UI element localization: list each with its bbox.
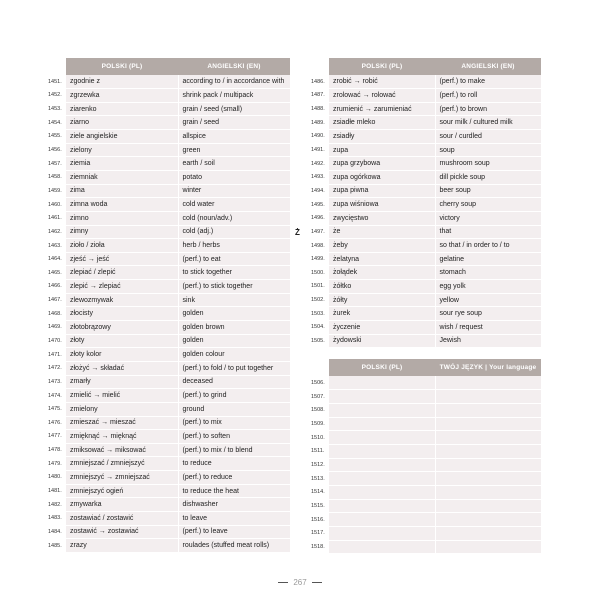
english-translation: golden brown (178, 321, 290, 335)
polish-word-blank (329, 485, 435, 499)
entry-number: 1475. (48, 406, 62, 413)
vocabulary-row (305, 225, 541, 239)
polish-word: zjeść → jeść (66, 252, 178, 266)
polish-word: zimno (66, 211, 178, 225)
entry-number: 1499. (311, 256, 325, 263)
english-translation: to reduce the heat (178, 484, 290, 498)
english-translation: (perf.) to leave (178, 525, 290, 539)
polish-word: zima (66, 184, 178, 198)
vocabulary-row (42, 498, 290, 512)
vocabulary-row (305, 334, 541, 348)
polish-word-blank (329, 513, 435, 527)
vocabulary-row (305, 198, 541, 212)
vocabulary-row (305, 143, 541, 157)
polish-word: żelatyna (329, 252, 435, 266)
english-translation: gelatine (435, 252, 541, 266)
polish-word-blank (329, 540, 435, 554)
polish-word: zupa grzybowa (329, 157, 435, 171)
entry-number: 1503. (311, 310, 325, 317)
entry-number: 1502. (311, 297, 325, 304)
vocabulary-row (305, 307, 541, 321)
vocabulary-row (42, 239, 290, 253)
polish-word: złożyć → składać (66, 361, 178, 375)
english-translation: grain / seed (small) (178, 102, 290, 116)
blank-entry-row (305, 404, 541, 418)
english-translation: (perf.) to reduce (178, 471, 290, 485)
your-language-blank (435, 390, 541, 404)
vocabulary-row (42, 321, 290, 335)
english-translation: golden colour (178, 348, 290, 362)
english-translation: sour rye soup (435, 307, 541, 321)
polish-word-blank (329, 376, 435, 390)
polish-word-blank (329, 431, 435, 445)
polish-word-blank (329, 499, 435, 513)
english-translation: (perf.) to fold / to put together (178, 361, 290, 375)
your-language-blank (435, 417, 541, 431)
polish-word: zimny (66, 225, 178, 239)
vocabulary-row (42, 184, 290, 198)
entry-number: 1455. (48, 133, 62, 140)
polish-word: zmywarka (66, 498, 178, 512)
english-translation: sour milk / cultured milk (435, 116, 541, 130)
polish-word: zgrzewka (66, 89, 178, 103)
entry-number: 1456. (48, 147, 62, 154)
number-header (305, 359, 329, 376)
polish-word: ziemniak (66, 170, 178, 184)
entry-number: 1464. (48, 256, 62, 263)
english-translation: herb / herbs (178, 239, 290, 253)
footer-dash-left (278, 582, 288, 583)
polish-word: zmielić → mielić (66, 389, 178, 403)
entry-number: 1498. (311, 242, 325, 249)
your-language-blank (435, 513, 541, 527)
polish-column-header: POLSKI (PL) (329, 58, 435, 75)
blank-entry-row (305, 458, 541, 472)
entry-number: 1496. (311, 215, 325, 222)
polish-word: żołądek (329, 266, 435, 280)
english-translation: cold (noun/adv.) (178, 211, 290, 225)
english-column-header: ANGIELSKI (EN) (178, 58, 290, 75)
entry-number: 1501. (311, 283, 325, 290)
polish-word: zrumienić → zarumieniać (329, 102, 435, 116)
entry-number: 1486. (311, 78, 325, 85)
polish-word: ziarno (66, 116, 178, 130)
polish-word: zmniejszać / zmniejszyć (66, 457, 178, 471)
english-translation: (perf.) to soften (178, 430, 290, 444)
vocabulary-row (42, 293, 290, 307)
polish-word: zmięknąć → mięknąć (66, 430, 178, 444)
english-translation: beer soup (435, 184, 541, 198)
english-translation: sink (178, 293, 290, 307)
polish-word: zmniejszyć ogień (66, 484, 178, 498)
polish-word: zioło / zioła (66, 239, 178, 253)
polish-word: złoty (66, 334, 178, 348)
polish-word: złoty kolor (66, 348, 178, 362)
entry-number: 1514. (311, 489, 325, 496)
polish-word: zlepiać / zlepić (66, 266, 178, 280)
vocabulary-row (42, 143, 290, 157)
polish-word: zgodnie z (66, 75, 178, 89)
polish-word: zrolować → rolować (329, 89, 435, 103)
english-translation: wish / request (435, 321, 541, 335)
polish-word: zupa ogórkowa (329, 170, 435, 184)
vocabulary-row (42, 512, 290, 526)
entry-number: 1485. (48, 542, 62, 549)
entry-number: 1457. (48, 160, 62, 167)
your-language-blank (435, 445, 541, 459)
your-language-blank (435, 485, 541, 499)
blank-entry-row (305, 513, 541, 527)
english-translation: to leave (178, 512, 290, 526)
blank-entry-row (305, 526, 541, 540)
english-translation: cherry soup (435, 198, 541, 212)
your-language-blank (435, 431, 541, 445)
vocabulary-row (42, 89, 290, 103)
entry-number: 1510. (311, 434, 325, 441)
entry-number: 1465. (48, 269, 62, 276)
english-translation: roulades (stuffed meat rolls) (178, 539, 290, 553)
vocabulary-row (42, 361, 290, 375)
polish-word: ziarenko (66, 102, 178, 116)
vocabulary-row (305, 75, 541, 89)
vocabulary-row (42, 334, 290, 348)
vocabulary-row (42, 389, 290, 403)
your-language-blank (435, 458, 541, 472)
vocabulary-row (305, 280, 541, 294)
entry-number: 1495. (311, 201, 325, 208)
letter-section-marker: Ż (295, 228, 300, 237)
vocabulary-row (42, 307, 290, 321)
english-translation: (perf.) to mix (178, 416, 290, 430)
english-translation: potato (178, 170, 290, 184)
entry-number: 1451. (48, 78, 62, 85)
entry-number: 1517. (311, 530, 325, 537)
entry-number: 1491. (311, 147, 325, 154)
blank-entry-row (305, 390, 541, 404)
entry-number: 1466. (48, 283, 62, 290)
vocabulary-row (305, 321, 541, 335)
entry-number: 1488. (311, 106, 325, 113)
entry-number: 1515. (311, 502, 325, 509)
vocabulary-row (42, 471, 290, 485)
entry-number: 1513. (311, 475, 325, 482)
vocabulary-row (42, 75, 290, 89)
entry-number: 1497. (311, 228, 325, 235)
entry-number: 1463. (48, 242, 62, 249)
vocabulary-row (42, 198, 290, 212)
entry-number: 1489. (311, 119, 325, 126)
polish-word-blank (329, 445, 435, 459)
polish-word: ziemia (66, 157, 178, 171)
polish-word: zmieszać → mieszać (66, 416, 178, 430)
vocabulary-row (305, 170, 541, 184)
polish-word: złocisty (66, 307, 178, 321)
english-translation: (perf.) to stick together (178, 280, 290, 294)
polish-word: zupa (329, 143, 435, 157)
english-translation: earth / soil (178, 157, 290, 171)
vocabulary-row (305, 252, 541, 266)
english-translation: allspice (178, 130, 290, 144)
entry-number: 1477. (48, 433, 62, 440)
english-column-header: ANGIELSKI (EN) (435, 58, 541, 75)
entry-number: 1461. (48, 215, 62, 222)
polish-word: ziele angielskie (66, 130, 178, 144)
entry-number: 1459. (48, 187, 62, 194)
polish-word: żydowski (329, 334, 435, 348)
english-translation: winter (178, 184, 290, 198)
vocabulary-row (42, 430, 290, 444)
vocabulary-row (42, 348, 290, 362)
polish-column-header: POLSKI (PL) (66, 58, 178, 75)
blank-entry-row (305, 431, 541, 445)
entry-number: 1462. (48, 228, 62, 235)
your-language-blank (435, 376, 541, 390)
entry-number: 1512. (311, 461, 325, 468)
vocabulary-row (305, 130, 541, 144)
entry-number: 1467. (48, 297, 62, 304)
polish-word-blank (329, 458, 435, 472)
english-translation: (perf.) to mix / to blend (178, 443, 290, 457)
vocabulary-row (305, 211, 541, 225)
english-translation: to stick together (178, 266, 290, 280)
polish-word: że (329, 225, 435, 239)
vocabulary-row (42, 416, 290, 430)
polish-word-blank (329, 526, 435, 540)
entry-number: 1474. (48, 392, 62, 399)
english-translation: victory (435, 211, 541, 225)
vocabulary-row (42, 443, 290, 457)
entry-number: 1460. (48, 201, 62, 208)
polish-word: zostawić → zostawiać (66, 525, 178, 539)
polish-word: żółty (329, 293, 435, 307)
blank-entry-row (305, 540, 541, 554)
blank-entry-row (305, 499, 541, 513)
polish-word-blank (329, 417, 435, 431)
entry-number: 1484. (48, 528, 62, 535)
vocabulary-row (305, 184, 541, 198)
polish-word: zrobić → robić (329, 75, 435, 89)
vocabulary-row (42, 539, 290, 553)
polish-word-blank (329, 472, 435, 486)
polish-word: zmielony (66, 402, 178, 416)
entry-number: 1476. (48, 419, 62, 426)
entry-number: 1508. (311, 407, 325, 414)
entry-number: 1504. (311, 324, 325, 331)
polish-word: zlepić → zlepiać (66, 280, 178, 294)
english-translation: (perf.) to make (435, 75, 541, 89)
entry-number: 1454. (48, 119, 62, 126)
polish-word-blank (329, 404, 435, 418)
english-translation: so that / in order to / to (435, 239, 541, 253)
polish-word: zostawiać / zostawić (66, 512, 178, 526)
vocabulary-row (42, 102, 290, 116)
entry-number: 1470. (48, 337, 62, 344)
english-translation: soup (435, 143, 541, 157)
vocabulary-row (42, 252, 290, 266)
entry-number: 1482. (48, 501, 62, 508)
right-vocabulary-column (305, 58, 541, 554)
english-translation: to reduce (178, 457, 290, 471)
footer-dash-right (312, 582, 322, 583)
english-translation: ground (178, 402, 290, 416)
entry-number: 1516. (311, 516, 325, 523)
vocabulary-table-left (42, 58, 290, 553)
blank-entry-row (305, 472, 541, 486)
page-footer (0, 578, 600, 587)
entry-number: 1479. (48, 460, 62, 467)
english-translation: Jewish (435, 334, 541, 348)
entry-number: 1511. (311, 448, 325, 455)
vocabulary-row (42, 266, 290, 280)
polish-word: zimna woda (66, 198, 178, 212)
your-language-blank (435, 540, 541, 554)
vocabulary-row (305, 266, 541, 280)
polish-word: żeby (329, 239, 435, 253)
left-vocabulary-column (42, 58, 290, 553)
vocabulary-row (42, 170, 290, 184)
vocabulary-row (42, 280, 290, 294)
entry-number: 1494. (311, 187, 325, 194)
entry-number: 1487. (311, 92, 325, 99)
english-translation: sour / curdled (435, 130, 541, 144)
english-translation: shrink pack / multipack (178, 89, 290, 103)
entry-number: 1505. (311, 337, 325, 344)
vocabulary-row (305, 89, 541, 103)
polish-word: zmiksować → miksować (66, 443, 178, 457)
vocabulary-row (42, 525, 290, 539)
entry-number: 1490. (311, 133, 325, 140)
blank-entry-row (305, 485, 541, 499)
vocabulary-row (42, 457, 290, 471)
entry-number: 1469. (48, 324, 62, 331)
entry-number: 1506. (311, 380, 325, 387)
english-translation: (perf.) to grind (178, 389, 290, 403)
vocabulary-row (42, 375, 290, 389)
entry-number: 1453. (48, 106, 62, 113)
blank-entry-row (305, 417, 541, 431)
polish-word: żółtko (329, 280, 435, 294)
vocabulary-row (305, 293, 541, 307)
entry-number: 1452. (48, 92, 62, 99)
vocabulary-row (42, 484, 290, 498)
polish-word: zsiadły (329, 130, 435, 144)
entry-number: 1483. (48, 515, 62, 522)
your-language-blank (435, 404, 541, 418)
entry-number: 1473. (48, 378, 62, 385)
your-language-blank (435, 526, 541, 540)
english-translation: dill pickle soup (435, 170, 541, 184)
polish-word: zwycięstwo (329, 211, 435, 225)
polish-word: zsiadłe mleko (329, 116, 435, 130)
page-number: 267 (293, 578, 307, 587)
vocabulary-row (42, 225, 290, 239)
entry-number: 1507. (311, 393, 325, 400)
english-translation: mushroom soup (435, 157, 541, 171)
vocabulary-row (305, 116, 541, 130)
vocabulary-row (305, 239, 541, 253)
polish-word: zupa wiśniowa (329, 198, 435, 212)
entry-number: 1458. (48, 174, 62, 181)
vocabulary-row (42, 116, 290, 130)
polish-word: żurek (329, 307, 435, 321)
english-translation: according to / in accordance with (178, 75, 290, 89)
entry-number: 1493. (311, 174, 325, 181)
entry-number: 1509. (311, 421, 325, 428)
entry-number: 1478. (48, 447, 62, 454)
english-translation: (perf.) to roll (435, 89, 541, 103)
vocabulary-row (42, 157, 290, 171)
polish-word: zielony (66, 143, 178, 157)
own-language-table (305, 359, 541, 554)
english-translation: dishwasher (178, 498, 290, 512)
english-translation: stomach (435, 266, 541, 280)
english-translation: (perf.) to eat (178, 252, 290, 266)
vocabulary-row (305, 102, 541, 116)
entry-number: 1468. (48, 310, 62, 317)
polish-column-header: POLSKI (PL) (329, 359, 435, 376)
polish-word-blank (329, 390, 435, 404)
number-header (42, 58, 66, 75)
english-translation: green (178, 143, 290, 157)
polish-word: zupa piwna (329, 184, 435, 198)
english-translation: (perf.) to brown (435, 102, 541, 116)
english-translation: golden (178, 334, 290, 348)
entry-number: 1492. (311, 160, 325, 167)
polish-word: życzenie (329, 321, 435, 335)
entry-number: 1471. (48, 351, 62, 358)
your-language-column-header: TWÓJ JĘZYK | Your language (435, 359, 541, 376)
vocabulary-row (305, 157, 541, 171)
vocabulary-row (42, 130, 290, 144)
english-translation: yellow (435, 293, 541, 307)
english-translation: grain / seed (178, 116, 290, 130)
polish-word: zmarły (66, 375, 178, 389)
polish-word: złotobrązowy (66, 321, 178, 335)
english-translation: cold (adj.) (178, 225, 290, 239)
vocabulary-row (42, 402, 290, 416)
entry-number: 1500. (311, 269, 325, 276)
entry-number: 1481. (48, 488, 62, 495)
blank-entry-row (305, 445, 541, 459)
entry-number: 1472. (48, 365, 62, 372)
english-translation: golden (178, 307, 290, 321)
your-language-blank (435, 499, 541, 513)
polish-word: zrazy (66, 539, 178, 553)
english-translation: cold water (178, 198, 290, 212)
polish-word: zlewozmywak (66, 293, 178, 307)
entry-number: 1518. (311, 543, 325, 550)
your-language-blank (435, 472, 541, 486)
english-translation: that (435, 225, 541, 239)
blank-entry-row (305, 376, 541, 390)
number-header (305, 58, 329, 75)
entry-number: 1480. (48, 474, 62, 481)
polish-word: zmniejszyć → zmniejszać (66, 471, 178, 485)
vocabulary-row (42, 211, 290, 225)
english-translation: deceased (178, 375, 290, 389)
vocabulary-table-right (305, 58, 541, 348)
english-translation: egg yolk (435, 280, 541, 294)
